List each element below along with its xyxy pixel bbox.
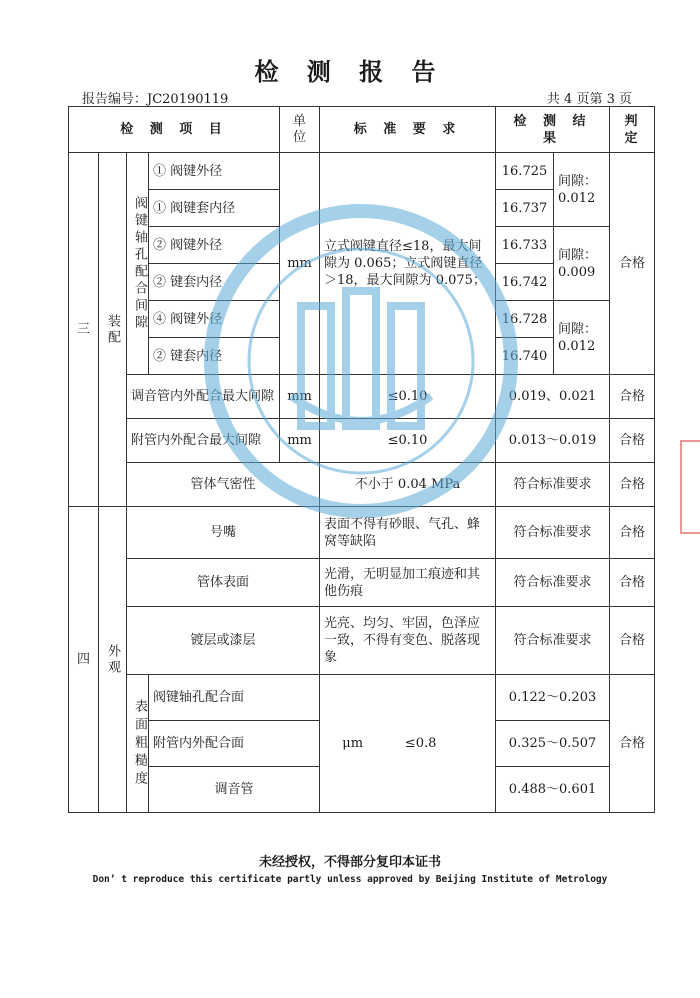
header-verdict: 判 定: [610, 107, 655, 153]
item-cell: 附管内外配合面: [149, 721, 320, 767]
page-info: 共 4 页第 3 页: [546, 92, 632, 107]
result-cell: 0.325～0.507: [496, 721, 610, 767]
footer-notice-en: Don’ t reproduce this certificate partly unless approved by Beijing Institute of Metrology: [92, 874, 608, 885]
result-cell: 符合标准要求: [496, 559, 610, 607]
result-cell: 16.740: [496, 338, 554, 375]
inspection-table: [68, 106, 655, 813]
verdict-cell: 合格: [610, 419, 655, 463]
result-cell: 16.725: [496, 153, 554, 190]
item-cell: 调音管内外配合最大间隙: [127, 375, 280, 419]
item-cell: 镀层或漆层: [127, 607, 320, 675]
result-cell: 0.019、0.021: [496, 375, 610, 419]
result-cell: 符合标准要求: [496, 463, 610, 507]
requirement-cell: ≤0.10: [320, 419, 496, 463]
unit-cell: mm: [280, 153, 320, 375]
item-cell: 调音管: [149, 767, 320, 813]
table-row: [69, 153, 655, 190]
verdict-cell: 合格: [610, 675, 655, 813]
header-result: 检 测 结 果: [496, 107, 610, 153]
table-row: [69, 375, 655, 419]
result-cell: 16.742: [496, 264, 554, 301]
group-label: 阀键轴孔配合间隙: [132, 195, 147, 332]
item-cell: ① 阀键套内径: [149, 190, 280, 227]
verdict-cell: 合格: [610, 559, 655, 607]
verdict-cell: 合格: [610, 507, 655, 559]
item-cell: ① 阀键外径: [149, 153, 280, 190]
table-row: [69, 559, 655, 607]
item-cell: 管体表面: [127, 559, 320, 607]
item-cell: ② 键套内径: [149, 264, 280, 301]
table-header-row: [69, 107, 655, 153]
section3-number: 三: [69, 153, 99, 507]
header-item: 检 测 项 目: [69, 107, 280, 153]
item-cell: 管体气密性: [127, 463, 320, 507]
result-cell: 0.013～0.019: [496, 419, 610, 463]
report-number: 报告编号：JC20190119: [82, 92, 229, 107]
table-row: [69, 507, 655, 559]
table-row: [69, 607, 655, 675]
requirement-cell: ≤0.10: [320, 375, 496, 419]
unit-cell: mm: [280, 419, 320, 463]
item-cell: ② 键套内径: [149, 338, 280, 375]
section4-number: 四: [69, 507, 99, 813]
gap-cell: 间隙：0.009: [554, 227, 610, 301]
table-row: [69, 463, 655, 507]
section4-name-cell: [99, 507, 127, 813]
result-cell: 16.728: [496, 301, 554, 338]
result-cell: 0.488～0.601: [496, 767, 610, 813]
header-requirement: 标 准 要 求: [320, 107, 496, 153]
result-cell: 16.733: [496, 227, 554, 264]
verdict-cell: 合格: [610, 607, 655, 675]
edge-stamp-decoration: [680, 440, 700, 534]
verdict-cell: 合格: [610, 463, 655, 507]
section3-name: 装配: [105, 313, 120, 346]
requirement-cell: 立式阀键直径≤18，最大间隙为 0.065；立式阀键直径＞18，最大间隙为 0.075；: [320, 153, 496, 375]
gap-cell: 间隙：0.012: [554, 301, 610, 375]
requirement-cell: 光滑，无明显加工痕迹和其他伤痕: [320, 559, 496, 607]
result-cell: 符合标准要求: [496, 607, 610, 675]
item-cell: 附管内外配合最大间隙: [127, 419, 280, 463]
item-cell: 阀键轴孔配合面: [149, 675, 320, 721]
section4-name: 外观: [105, 643, 120, 676]
header-unit: 单位: [280, 107, 320, 153]
requirement-cell: [320, 675, 496, 813]
unit-cell: mm: [280, 375, 320, 419]
requirement-cell: 表面不得有砂眼、气孔、蜂窝等缺陷: [320, 507, 496, 559]
roughness-label-cell: [127, 675, 149, 813]
gap-cell: 间隙：0.012: [554, 153, 610, 227]
item-cell: ④ 阀键外径: [149, 301, 280, 338]
table-row: [69, 419, 655, 463]
roughness-unit: μm: [342, 736, 364, 751]
requirement-cell: 不小于 0.04 MPa: [320, 463, 496, 507]
section3-name-cell: [99, 153, 127, 507]
requirement-cell: 光亮、均匀、牢固，色泽应一致，不得有变色、脱落现象: [320, 607, 496, 675]
verdict-cell: 合格: [610, 153, 655, 375]
result-cell: 16.737: [496, 190, 554, 227]
footer-notice-cn: 未经授权，不得部分复印本证书: [258, 855, 441, 870]
page-title: 检 测 报 告: [254, 58, 446, 86]
item-cell: 号嘴: [127, 507, 320, 559]
table-row: [69, 675, 655, 721]
roughness-requirement: ≤0.8: [404, 736, 437, 751]
group-label-cell: [127, 153, 149, 375]
verdict-cell: 合格: [610, 375, 655, 419]
result-cell: 符合标准要求: [496, 507, 610, 559]
roughness-label: 表面粗糙度: [132, 698, 147, 789]
result-cell: 0.122～0.203: [496, 675, 610, 721]
item-cell: ② 阀键外径: [149, 227, 280, 264]
